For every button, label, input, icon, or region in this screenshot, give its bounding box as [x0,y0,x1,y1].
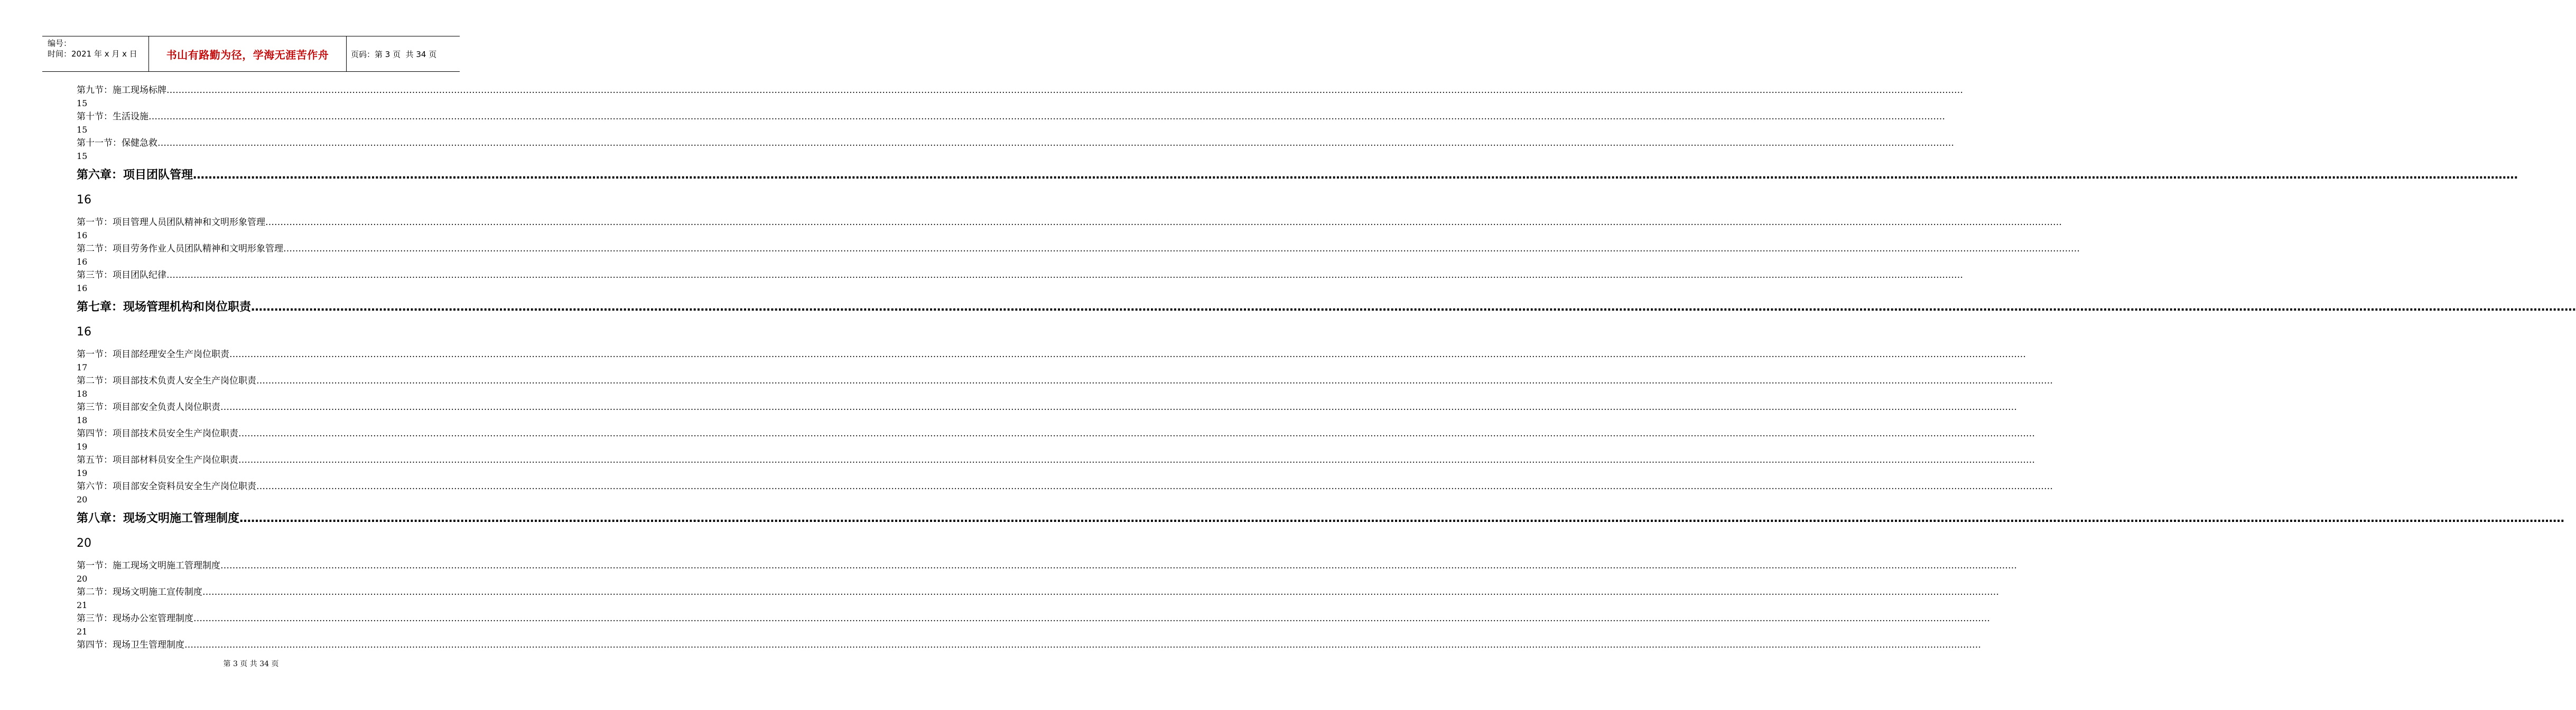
toc-page-number: 18 [77,389,88,399]
toc-title: 第一节：施工现场文明施工管理制度 [77,560,220,571]
toc-leader-dots: …………………………………………………………………………………………………………………………………………………………………………………………………………………………………………………………………………………………………………………………………………………………………………………………………………………………………………………………………………………………………………………………………………………… [229,349,2026,360]
toc-section[interactable] [77,216,2062,242]
toc-leader-dots: …………………………………………………………………………………………………………………………………………………………………………………………………………………………………………………………………………………………………………………………………………………………………………………………………………………………………………………………………………………………………………………………………………………… [283,244,2080,254]
header-motto-cell [149,36,347,71]
toc-title: 第六章：项目团队管理 [77,169,193,182]
toc-chapter[interactable] [77,295,2576,348]
toc-leader-dots: …………………………………………………………………………………………………………………………………………………………………………………………………………………………………………………………………………………………………………………………………………………………………………………………………………………………………………………………………………………………………………………………………………………… [220,560,2017,571]
toc-leader-dots: …………………………………………………………………………………………………………………………………………………………………………………………………………………………………………………………………………………………………………………………………………………………………………………………………………………………………………………………………………………………………………………………………………………… [265,217,2062,228]
toc-title: 第六节：项目部安全资料员安全生产岗位职责 [77,481,256,492]
toc-title: 第四节：现场卫生管理制度 [77,640,184,650]
toc-leader-dots: …………………………………………………………………………………………………………………………………………………………………………………………………………………………………………………………………………………………………………………………………………………………………………………………………………………………………………………………………………………………………………………………………………………… [148,111,1945,122]
toc-title: 第二节：项目部技术负责人安全生产岗位职责 [77,376,256,386]
toc-title: 第四节：项目部技术员安全生产岗位职责 [77,428,238,439]
page-footer: 第 3 页 共 34 页 [223,660,279,668]
toc-title: 第三节：现场办公室管理制度 [77,613,193,624]
toc-leader-dots: …………………………………………………………………………………………………………………………………………………………………………………………………………………………………………………………………………………………………………………………………………………………………………………………………………………………………………………………………………………………………………………………………………………… [166,85,1963,96]
toc-page-number: 21 [77,600,88,610]
motto: 书山有路勤为径，学海无涯苦作舟 [166,48,329,61]
header-page-cell [347,36,460,71]
toc-leader-dots: …………………………………………………………………………………………………………………………………………………………………………………………………………………………………………………………………………………………………………………………………………………………………………………………………………………………………………………………………………………………………………………………………………………… [238,428,2035,439]
toc-section[interactable] [77,374,2053,400]
toc-section[interactable] [77,136,1954,163]
toc-title: 第一节：项目管理人员团队精神和文明形象管理 [77,217,265,228]
toc-section[interactable] [77,83,1963,110]
toc-title: 第七章：现场管理机构和岗位职责 [77,301,252,314]
toc-title: 第九节：施工现场标牌 [77,85,166,96]
toc-section[interactable] [77,559,2017,585]
toc-section[interactable] [77,242,2080,268]
toc-page-number: 20 [77,537,91,550]
header-meta [42,36,149,71]
toc-leader-dots: …………………………………………………………………………………………………………………………………………………………………………………………………………………………………………………………………………………………………………………………………………………………………………………………………………………………………………………………………………………………………………………………………………………… [256,376,2053,386]
toc-title: 第五节：项目部材料员安全生产岗位职责 [77,455,238,465]
toc-leader-dots: …………………………………………………………………………………………………………………………………………………………………………………………………………………………………………………………………………………………………………………………………………………………………………………………………………………………………………………………………………………………………………………………………………………… [239,512,2565,525]
toc-leader-dots: …………………………………………………………………………………………………………………………………………………………………………………………………………………………………………………………………………………………………………………………………………………………………………………………………………………………………………………………………………………………………………………………………………………… [184,640,1981,650]
toc-page-number: 20 [77,574,88,584]
page-info: 页码：第 3 页 共 34 页 [351,49,437,59]
toc-section[interactable] [77,348,2026,374]
toc-page-number: 16 [77,230,88,240]
toc-page-number: 18 [77,415,88,425]
toc-section[interactable] [77,427,2035,453]
toc-page-number: 16 [77,283,88,293]
toc-page-number: 15 [77,98,88,108]
toc-leader-dots: …………………………………………………………………………………………………………………………………………………………………………………………………………………………………………………………………………………………………………………………………………………………………………………………………………………………………………………………………………………………………………………………………………………… [157,138,1954,148]
toc-page-number: 16 [77,325,91,339]
toc-title: 第一节：项目部经理安全生产岗位职责 [77,349,229,360]
toc-page-number: 17 [77,362,88,372]
toc-page-number: 16 [77,193,91,207]
toc-leader-dots: …………………………………………………………………………………………………………………………………………………………………………………………………………………………………………………………………………………………………………………………………………………………………………………………………………………………………………………………………………………………………………………………………………………… [238,455,2035,465]
code-label: 编号： [48,39,72,48]
page-header [42,36,460,72]
toc-page-number: 20 [77,494,88,505]
toc-chapter[interactable] [77,163,2518,216]
toc-title: 第二节：项目劳务作业人员团队精神和文明形象管理 [77,244,283,254]
toc-title: 第八章：现场文明施工管理制度 [77,512,240,525]
toc-page-number: 15 [77,151,88,161]
toc-title: 第十节：生活设施 [77,111,148,122]
toc-title: 第三节：项目部安全负责人岗位职责 [77,402,220,413]
toc-page-number: 19 [77,442,88,452]
toc-page-number: 15 [77,125,88,135]
toc-chapter[interactable] [77,506,2565,559]
toc-section[interactable] [77,612,1990,638]
time-label: 时间：2021 年 x 月 x 日 [48,49,137,59]
toc-leader-dots: …………………………………………………………………………………………………………………………………………………………………………………………………………………………………………………………………………………………………………………………………………………………………………………………………………………………………………………………………………………………………………………………………………………… [166,270,1963,281]
toc-leader-dots: …………………………………………………………………………………………………………………………………………………………………………………………………………………………………………………………………………………………………………………………………………………………………………………………………………………………………………………………………………………………………………………………………………………… [193,613,1990,624]
toc-section[interactable] [77,110,1945,136]
toc-page-number: 21 [77,627,88,637]
toc-leader-dots: …………………………………………………………………………………………………………………………………………………………………………………………………………………………………………………………………………………………………………………………………………………………………………………………………………………………………………………………………………………………………………………………………………………… [202,587,1999,597]
toc-title: 第三节：项目团队纪律 [77,270,166,281]
toc-title: 第十一节：保健急救 [77,138,157,148]
toc-section[interactable] [77,268,1963,295]
table-of-contents [77,83,2576,665]
toc-leader-dots: …………………………………………………………………………………………………………………………………………………………………………………………………………………………………………………………………………………………………………………………………………………………………………………………………………………………………………………………………………………………………………………………………………………… [220,402,2017,413]
toc-section[interactable] [77,400,2017,427]
toc-page-number: 16 [77,257,88,267]
toc-title: 第二节：现场文明施工宣传制度 [77,587,202,597]
toc-leader-dots: …………………………………………………………………………………………………………………………………………………………………………………………………………………………………………………………………………………………………………………………………………………………………………………………………………………………………………………………………………………………………………………………………………………… [193,169,2518,182]
toc-section[interactable] [77,585,1999,612]
toc-page-number: 19 [77,468,88,478]
toc-leader-dots: …………………………………………………………………………………………………………………………………………………………………………………………………………………………………………………………………………………………………………………………………………………………………………………………………………………………………………………………………………………………………………………………………………………… [251,301,2576,314]
toc-section[interactable] [77,480,2053,506]
toc-section[interactable] [77,453,2035,480]
toc-leader-dots: …………………………………………………………………………………………………………………………………………………………………………………………………………………………………………………………………………………………………………………………………………………………………………………………………………………………………………………………………………………………………………………………………………………… [256,481,2053,492]
